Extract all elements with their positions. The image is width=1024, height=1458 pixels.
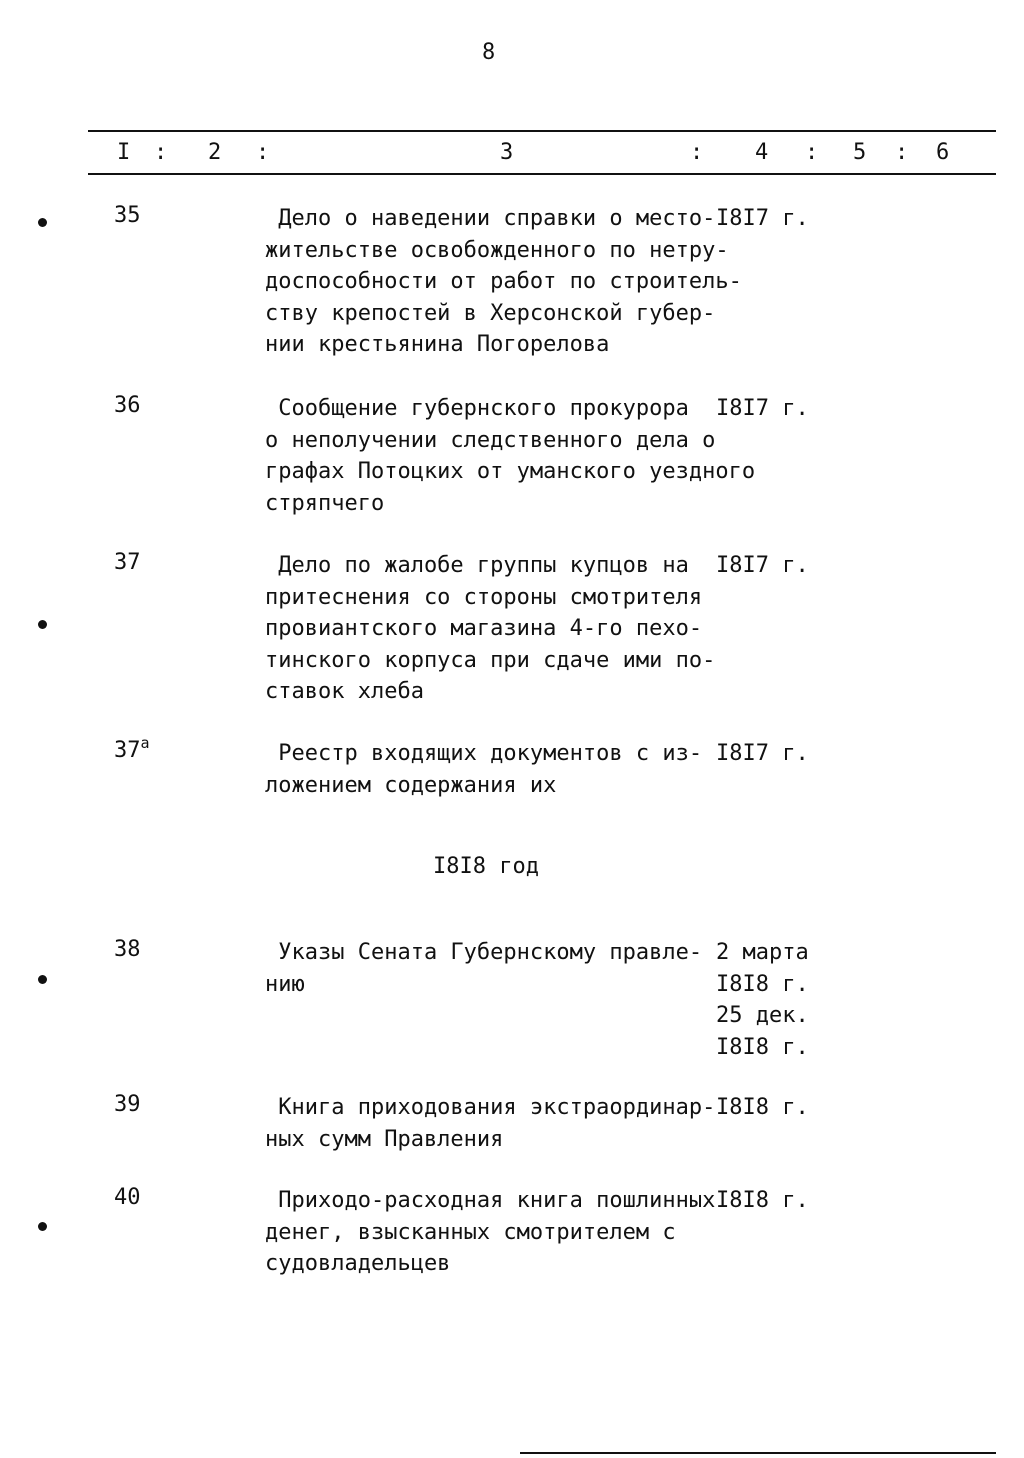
binding-hole-mark (38, 218, 47, 227)
record-number-suffix: а (140, 734, 150, 752)
record-number: 36 (114, 393, 141, 418)
binding-hole-mark (38, 1222, 47, 1231)
footer-rule (520, 1452, 996, 1454)
record-title: Дело о наведении справки о место- жительстве освобожденного по нетру- доспособности от работ по строитель- ству крепостей в Херсонской губер- нии крестьянина Погорелова (265, 206, 742, 357)
record-number (114, 734, 150, 763)
record-date: I8I7 г. (716, 206, 809, 231)
header-rule-bottom (88, 173, 996, 175)
binding-hole-mark (38, 975, 47, 984)
record-number: 37 (114, 550, 141, 575)
record-number: 38 (114, 937, 141, 962)
record-number: 35 (114, 203, 141, 228)
page-number: 8 (482, 40, 496, 65)
record-number: 39 (114, 1092, 141, 1117)
record-title: Указы Сената Губернскому правле- нию (265, 940, 703, 997)
column-separator: : (256, 140, 270, 165)
column-separator: : (805, 140, 819, 165)
record-number: 40 (114, 1185, 141, 1210)
record-date: I8I7 г. (716, 741, 809, 766)
record-title: Книга приходования экстраординар- ных сумм Правления (265, 1095, 716, 1152)
record-number-main: 37 (114, 738, 141, 763)
record-title: Реестр входящих документов с из- ложением содержания их (265, 741, 703, 798)
record-date: I8I8 г. (716, 1095, 809, 1120)
column-header-1: I (117, 140, 131, 165)
column-header-2: 2 (208, 140, 222, 165)
header-rule-top (88, 130, 996, 132)
record-date: 2 марта I8I8 г. 25 дек. I8I8 г. (716, 940, 809, 1060)
record-date: I8I8 г. (716, 1188, 809, 1213)
year-heading: I8I8 год (433, 854, 539, 879)
column-header-3: 3 (500, 140, 514, 165)
column-header-4: 4 (755, 140, 769, 165)
column-separator: : (154, 140, 168, 165)
record-title: Дело по жалобе группы купцов на притеснения со стороны смотрителя провиантского магазина 4-го пехо- тинского корпуса при сдаче ими по- ставок хлеба (265, 553, 716, 704)
column-separator: : (690, 140, 704, 165)
column-header-5: 5 (853, 140, 867, 165)
record-date: I8I7 г. (716, 396, 809, 421)
column-header-6: 6 (936, 140, 950, 165)
record-date: I8I7 г. (716, 553, 809, 578)
binding-hole-mark (38, 620, 47, 629)
record-title: Приходо-расходная книга пошлинных денег, взысканных смотрителем с судовладельцев (265, 1188, 716, 1276)
column-separator: : (895, 140, 909, 165)
record-title: Сообщение губернского прокурора о неполучении следственного дела о графах Потоцких от уманского уездного стряпчего (265, 396, 756, 516)
